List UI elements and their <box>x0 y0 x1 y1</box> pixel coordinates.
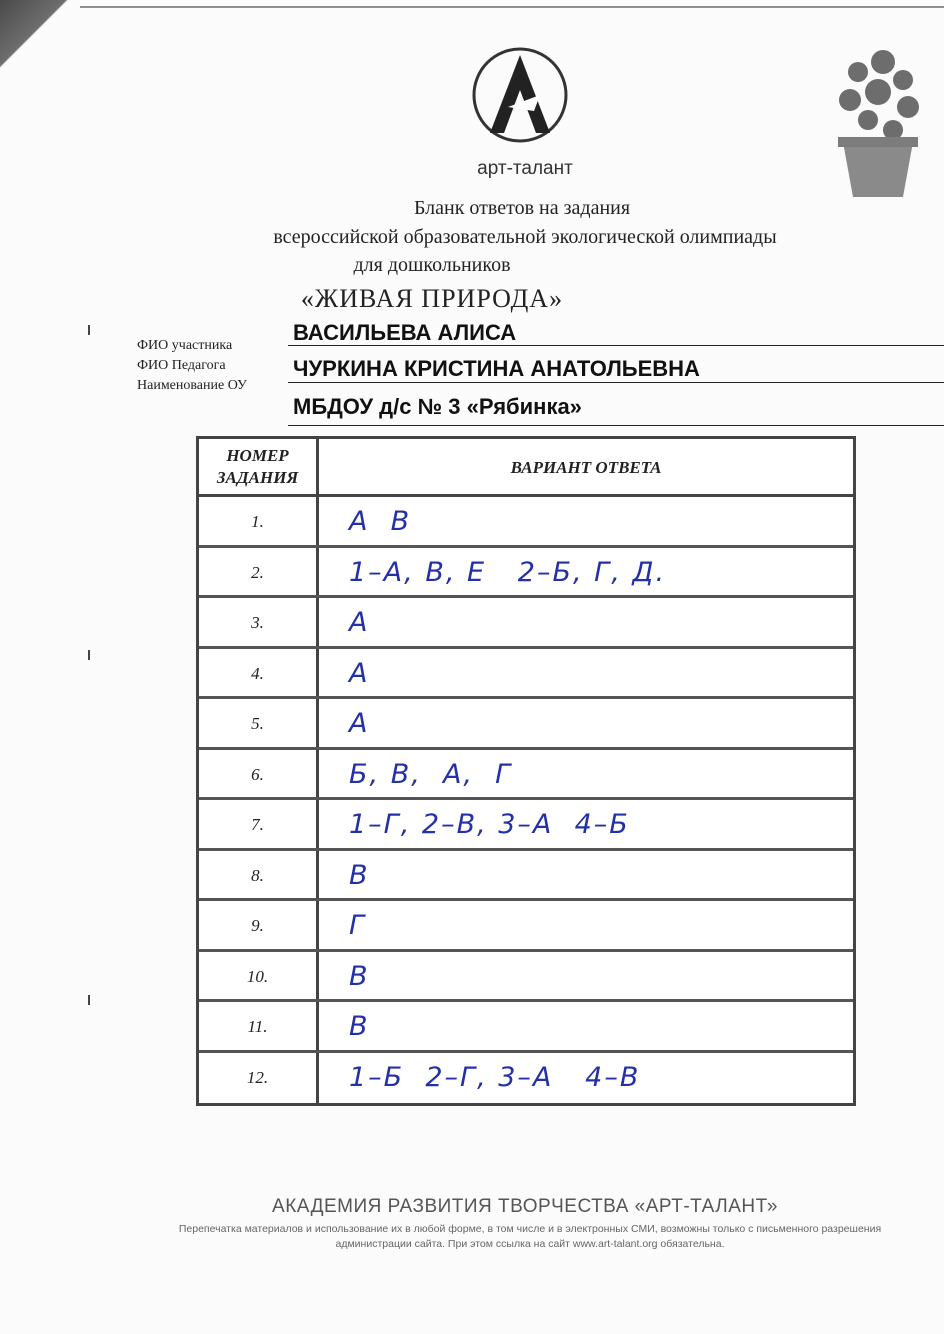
handwritten-answer: 1–А, В, Е 2–Б, Г, Д. <box>349 556 667 588</box>
header-answer-variant: ВАРИАНТ ОТВЕТА <box>319 439 853 497</box>
table-row <box>199 851 853 902</box>
task-number-cell: 8. <box>199 851 319 899</box>
task-number-cell: 5. <box>199 699 319 747</box>
header-task-number-line1: НОМЕР <box>226 446 289 465</box>
table-row <box>199 1053 853 1104</box>
institution-underline <box>288 425 944 426</box>
task-number-cell: 10. <box>199 952 319 1000</box>
handwritten-answer: А В <box>349 506 412 537</box>
scan-edge-line <box>80 6 944 8</box>
margin-mark <box>88 325 90 335</box>
plant-pot-icon <box>828 42 928 202</box>
participant-name: ВАСИЛЬЕВА АЛИСА <box>293 320 517 345</box>
handwritten-answer: А <box>349 607 370 638</box>
table-row <box>199 901 853 952</box>
table-row <box>199 800 853 851</box>
task-number-cell: 1. <box>199 497 319 545</box>
footer-title: АКАДЕМИЯ РАЗВИТИЯ ТВОРЧЕСТВА «АРТ-ТАЛАНТ» <box>272 1196 778 1217</box>
audience-line: для дошкольников <box>353 254 511 276</box>
olympiad-title: «ЖИВАЯ ПРИРОДА» <box>300 284 564 313</box>
task-number-cell: 4. <box>199 649 319 697</box>
task-number-cell: 2. <box>199 548 319 596</box>
task-number-cell: 3. <box>199 598 319 646</box>
margin-mark <box>88 995 90 1005</box>
handwritten-answer: В <box>349 859 370 891</box>
handwritten-answer: В <box>349 960 370 992</box>
header-task-number-line2: ЗАДАНИЯ <box>216 468 299 487</box>
table-row <box>199 699 853 750</box>
handwritten-answer: Б, В, А, Г <box>349 758 513 790</box>
handwritten-answer: Г <box>349 910 367 941</box>
handwritten-answer: В <box>349 1011 370 1042</box>
header-task-number <box>199 439 319 497</box>
answers-table <box>196 436 856 1106</box>
task-number-cell: 6. <box>199 750 319 798</box>
task-number-cell: 12. <box>199 1053 319 1104</box>
table-row <box>199 649 853 700</box>
table-row <box>199 497 853 548</box>
handwritten-answer: 1–Б 2–Г, 3–А 4–В <box>349 1061 641 1093</box>
table-row <box>199 750 853 801</box>
teacher-name: ЧУРКИНА КРИСТИНА АНАТОЛЬЕВНА <box>293 356 700 381</box>
margin-mark <box>88 650 90 660</box>
handwritten-answer: А <box>349 657 370 689</box>
olympiad-name: всероссийской образовательной экологической олимпиады <box>273 226 777 248</box>
footer-note: Перепечатка материалов и использование их в любой форме, в том числе и в электронных СМИ, возможны только с письменного разрешения администрации сайта. При этом ссылка на сайт www.art-talant.org обязательна. <box>178 1223 882 1250</box>
scan-shadow <box>0 0 80 140</box>
table-row <box>199 1002 853 1053</box>
handwritten-answer: 1–Г, 2–В, 3–А 4–Б <box>349 809 630 840</box>
handwritten-answer: А <box>349 708 370 739</box>
participant-label: ФИО участника <box>137 338 233 353</box>
task-number-cell: 11. <box>199 1002 319 1050</box>
teacher-label: ФИО Педагога <box>137 358 226 373</box>
teacher-underline <box>288 382 944 383</box>
logo-caption: арт-талант <box>477 158 573 179</box>
table-row <box>199 952 853 1003</box>
institution-label: Наименование ОУ <box>137 378 247 393</box>
table-row <box>199 598 853 649</box>
table-row <box>199 548 853 599</box>
art-talant-logo <box>470 45 570 145</box>
institution-name: МБДОУ д/с № 3 «Рябинка» <box>293 394 582 419</box>
form-title: Бланк ответов на задания <box>413 197 631 219</box>
task-number-cell: 7. <box>199 800 319 848</box>
task-number-cell: 9. <box>199 901 319 949</box>
participant-underline <box>288 345 944 346</box>
